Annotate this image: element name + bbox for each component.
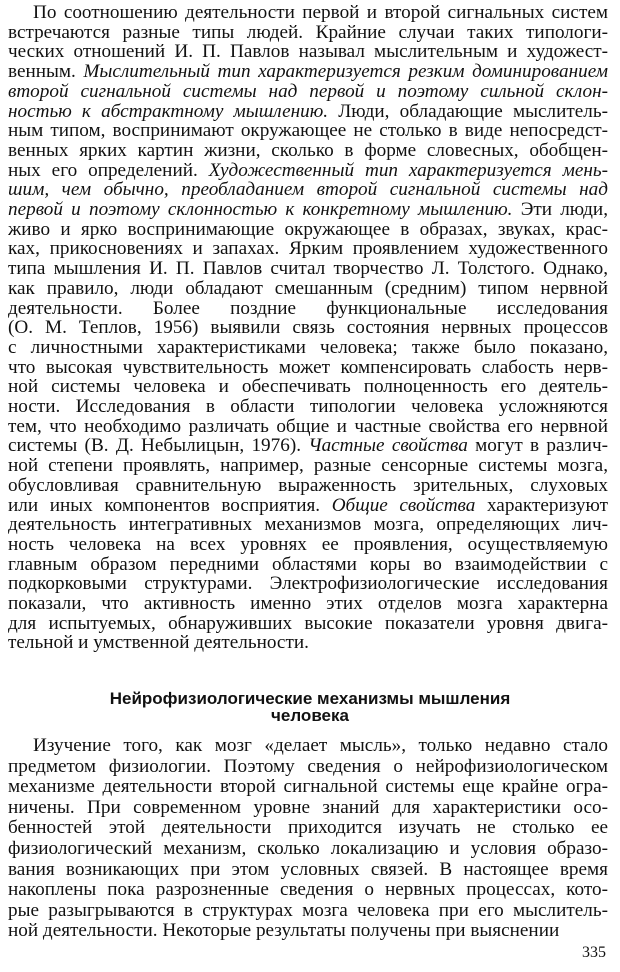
text-line xyxy=(8,817,608,839)
text-line xyxy=(8,435,608,457)
text-line xyxy=(8,920,608,942)
text-line xyxy=(8,475,608,497)
italic-text: первой и поэтому склонностью к конкретному мышлению. xyxy=(8,199,513,220)
text-line xyxy=(8,317,608,339)
text-line xyxy=(8,613,608,635)
text-run: показали, что активность именно этих отделов мозга характерна xyxy=(8,593,608,614)
text-run: ках, прикосновениях и запахах. Ярким проявлением художественного xyxy=(8,238,608,260)
text-line xyxy=(8,593,608,615)
italic-text: второй сигнальной системы над первой и поэтому сильной склон- xyxy=(8,80,608,102)
text-run: рые разыгрываются в структурах мозга человека при его мыслитель- xyxy=(8,899,608,921)
text-run: могут в различ- xyxy=(467,435,608,457)
text-run: венных ярких картин жизни, сколько в форме словесных, обобщен- xyxy=(8,139,608,161)
text-line xyxy=(8,859,608,881)
text-run: накоплены пока разрозненные сведения о нервных процессах, кото- xyxy=(8,879,608,901)
text-run: По соотношению деятельности первой и второй сигнальных систем xyxy=(33,2,608,23)
text-run: (О. М. Теплов, 1956) выявили связь состояния нервных процессов xyxy=(8,317,608,339)
text-line xyxy=(8,495,608,517)
text-run: тельной и умственной деятельности. xyxy=(8,632,309,654)
text-line xyxy=(8,160,608,182)
text-run: венным. xyxy=(8,61,84,83)
text-line xyxy=(8,337,608,359)
text-line xyxy=(8,298,608,320)
text-line xyxy=(8,357,608,379)
text-run: ной системы человека и обеспечивать полноценность его деятель- xyxy=(8,376,608,398)
text-run: предметом физиологии. Поэтому сведения о нейрофизиологическом xyxy=(8,755,608,777)
italic-text: Общие свойства xyxy=(331,494,476,516)
text-run: механизме деятельности второй сигнальной системы еще крайне огра- xyxy=(8,776,608,798)
text-run: типа мышления И. П. Павлов считал творчество Л. Толстого. Однако, xyxy=(8,258,608,280)
text-run: ных его определений. xyxy=(8,159,209,181)
text-run: живо и ярко воспринимающие окружающее в образах, звуках, крас- xyxy=(8,218,608,240)
text-line xyxy=(8,101,608,123)
text-run: бенностей этой деятельности приходится изучать не столько ее xyxy=(8,817,608,839)
text-line xyxy=(8,81,608,103)
text-run: ности. Исследования в области типологии человека усложняются xyxy=(8,396,608,417)
section-heading-continuation xyxy=(0,707,620,725)
text-line xyxy=(8,219,608,241)
text-line xyxy=(8,41,608,63)
text-run: физиологический механизм, сколько локализацию и условия образо- xyxy=(8,838,608,859)
text-run: Люди, обладающие мыслитель- xyxy=(328,100,608,122)
text-line xyxy=(33,2,608,24)
text-run: системы (В. Д. Небылицын, 1976). xyxy=(8,435,309,457)
text-line xyxy=(8,455,608,477)
text-line xyxy=(8,61,608,83)
italic-text: Мыслительный тип характеризуется резким доминированием xyxy=(83,61,608,83)
text-line xyxy=(8,376,608,398)
section-heading-line-2: человека xyxy=(271,706,349,725)
text-line xyxy=(8,238,608,260)
text-line xyxy=(8,879,608,901)
text-run: ность человека на всех уровнях ее проявления, осуществляемую xyxy=(8,533,608,555)
text-run: вания возникающих при этом условных связей. В настоящее время xyxy=(8,858,608,880)
text-line xyxy=(8,179,608,201)
text-line xyxy=(8,554,608,576)
text-line xyxy=(8,396,608,418)
text-line xyxy=(8,838,608,860)
text-run: ной степени проявлять, например, разные сенсорные системы мозга, xyxy=(8,455,608,477)
text-run: обусловливая сравнительную выраженность зрительных, слуховых xyxy=(8,474,608,496)
text-line xyxy=(8,416,608,438)
italic-text: шим, чем обычно, преобладанием второй сигнальной системы над xyxy=(8,179,608,201)
italic-text: Частные свойства xyxy=(308,435,468,457)
text-run: тем, что необходимо различать общие и частные свойства его нервной xyxy=(8,415,608,437)
text-run: с личностными характеристиками человека; также было показано, xyxy=(8,336,608,358)
page-number: 335 xyxy=(582,944,606,961)
text-run: ной деятельности. Некоторые результаты получены при выяснении xyxy=(8,920,560,942)
text-line xyxy=(8,278,608,300)
text-line xyxy=(8,140,608,162)
text-line xyxy=(8,258,608,280)
text-line xyxy=(8,797,608,819)
text-run: встречаются разные типы людей. Крайние случаи таких типологи- xyxy=(8,21,608,43)
text-line xyxy=(8,22,608,44)
text-run: или иных компонентов восприятия. xyxy=(8,494,332,516)
text-run: деятельность интегративных механизмов мозга, определяющих лич- xyxy=(8,514,608,536)
text-line xyxy=(8,534,608,556)
text-line xyxy=(8,120,608,142)
text-run: главным образом передними областями коры во взаимодействии с xyxy=(8,553,608,575)
text-run: как правило, люди обладают смешанным (средним) типом нервной xyxy=(8,277,608,299)
text-run: ным типом, воспринимают окружающее не столько в виде непосредст- xyxy=(8,120,608,142)
section-heading-line-1: Нейрофизиологические механизмы мышления xyxy=(109,689,511,708)
text-run: что высокая чувствительность может компенсировать слабость нерв- xyxy=(8,356,608,378)
text-line xyxy=(33,735,608,757)
italic-text: Художественный тип характеризуется мень- xyxy=(208,159,608,181)
text-line xyxy=(8,756,608,778)
text-line xyxy=(8,776,608,798)
text-run: ничены. При современном уровне знаний для характеристики осо- xyxy=(8,796,608,818)
text-run: подкорковыми структурами. Электрофизиологические исследования xyxy=(8,573,608,595)
text-run: деятельности. Более поздние функциональные исследования xyxy=(8,297,608,319)
text-line xyxy=(8,199,608,221)
text-run: Эти люди, xyxy=(512,199,608,220)
text-run: для испытуемых, обнаруживших высокие показатели уровня двига- xyxy=(8,612,608,634)
text-line xyxy=(8,573,608,595)
text-run: ческих отношений И. П. Павлов называл мыслительным и художест- xyxy=(8,41,608,63)
text-line xyxy=(8,632,608,654)
text-line xyxy=(8,900,608,922)
text-run: характеризуют xyxy=(475,494,608,516)
italic-text: ностью к абстрактному мышлению. xyxy=(8,100,329,122)
text-run: Изучение того, как мозг «делает мысль», только недавно стало xyxy=(33,735,608,756)
text-line xyxy=(8,514,608,536)
